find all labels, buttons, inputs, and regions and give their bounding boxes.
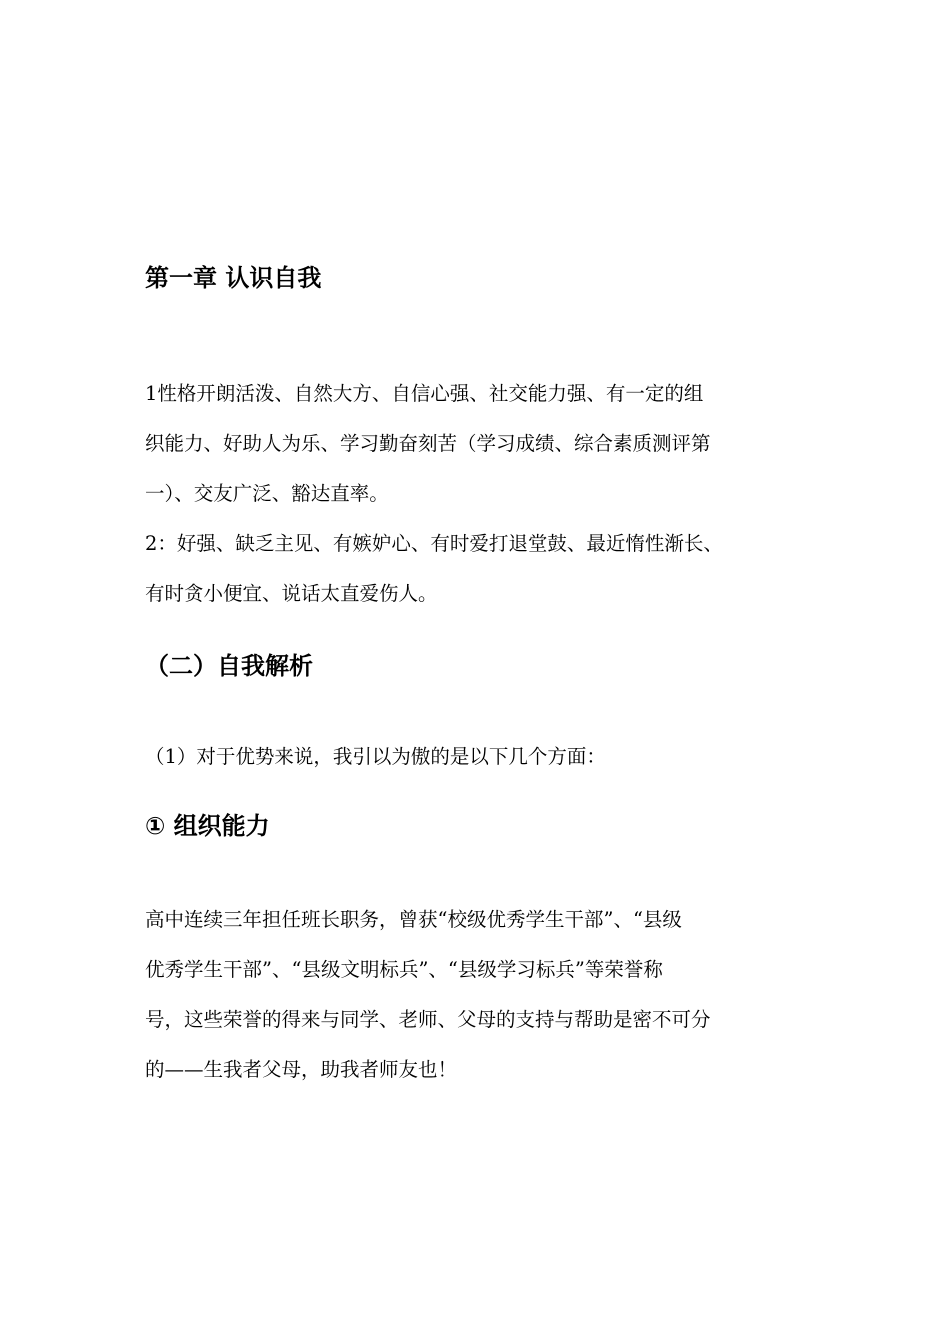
traits-line: 2：好强、缺乏主见、有嫉妒心、有时爱打退堂鼓、最近惰性渐长、 [145,532,723,555]
body-line: 号，这些荣誉的得来与同学、老师、父母的支持与帮助是密不可分 [145,1008,711,1031]
intro-paragraph [145,732,807,782]
traits-line: 织能力、好助人为乐、学习勤奋刻苦（学习成绩、综合素质测评第 [145,432,711,455]
traits-line: 一）、交友广泛、豁达直率。 [145,482,389,505]
section-title: （二）自我解析 [145,652,313,680]
body-line: 的——生我者父母，助我者师友也！ [145,1058,458,1081]
traits-paragraph [145,369,807,619]
body-paragraph [145,895,807,1095]
body-line: 高中连续三年担任班长职务，曾获“校级优秀学生干部”、“县级 [145,908,682,931]
traits-line: 1性格开朗活泼、自然大方、自信心强、社交能力强、有一定的组 [145,382,704,405]
body-line: 优秀学生干部”、“县级文明标兵”、“县级学习标兵”等荣誉称 [145,958,663,981]
intro-line: （1）对于优势来说，我引以为傲的是以下几个方面： [145,745,606,768]
traits-line: 有时贪小便宜、说话太直爱伤人。 [145,582,438,605]
chapter-title: 第一章 认识自我 [145,264,322,292]
sub-heading: ① 组织能力 [145,812,270,840]
